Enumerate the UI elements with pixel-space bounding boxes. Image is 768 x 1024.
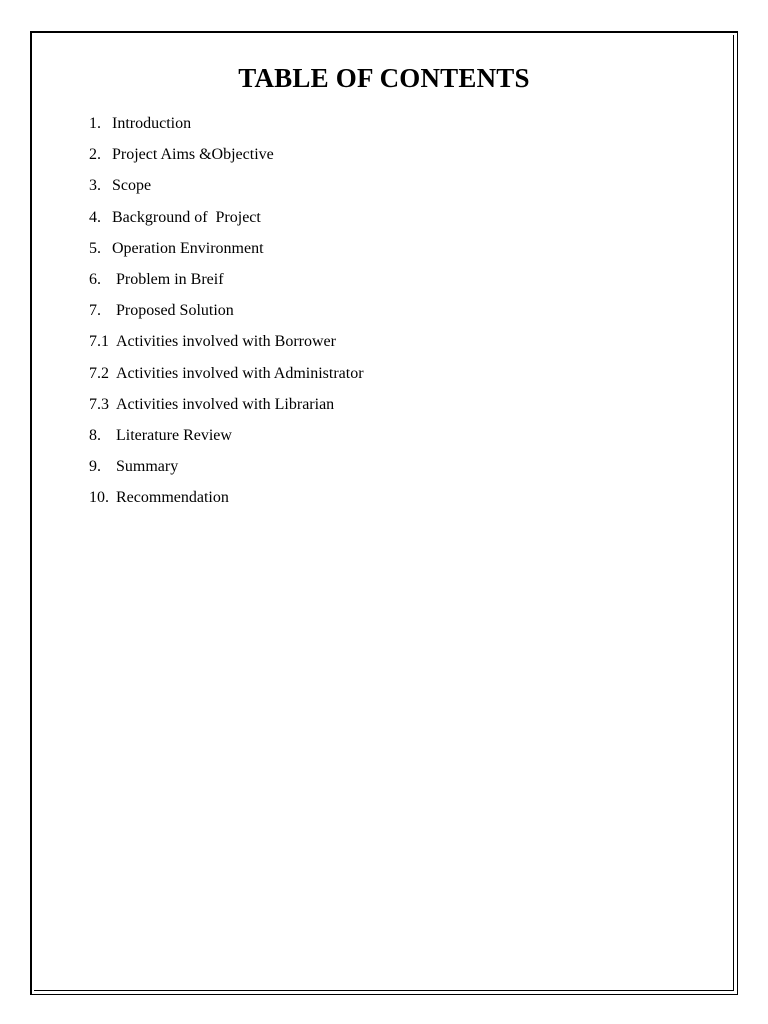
toc-item-label: Problem in Breif [116,270,224,288]
toc-item-label: Introduction [112,115,192,132]
toc-item-label: Background of Project [112,208,261,226]
toc-item-label: Operation Environment [112,239,264,257]
toc-item-problem-in-brief [89,268,364,299]
toc-item-label: Scope [112,177,152,195]
toc-item-background [89,206,364,237]
toc-item-literature-review [89,424,364,455]
toc-item-label: Summary [116,458,179,476]
toc-item-label: Activities involved with Borrower [116,333,336,351]
toc-item-activities-librarian [89,393,364,424]
toc-item-number: 1. [89,115,101,132]
toc-item-number: 8. [89,426,101,444]
toc-item-number: 7.2 [89,364,109,382]
toc-item-number: 2. [89,146,101,164]
toc-item-summary [89,455,364,486]
toc-item-number: 6. [89,270,101,288]
toc-item-label: Recommendation [116,489,229,507]
toc-item-introduction [89,112,364,143]
toc-item-label: Activities involved with Administrator [116,364,364,382]
toc-item-number: 7.1 [89,333,109,351]
toc-item-activities-borrower [89,330,364,361]
toc-item-recommendation [89,486,364,517]
toc-item-scope [89,174,364,205]
toc-list [89,112,364,517]
toc-item-aims-objective [89,143,364,174]
toc-item-label: Literature Review [116,426,232,444]
toc-item-number: 7.3 [89,395,109,413]
toc-item-number: 10. [89,489,109,507]
toc-item-number: 4. [89,208,101,226]
toc-item-number: 3. [89,177,101,195]
toc-item-number: 5. [89,239,101,257]
toc-item-number: 7. [89,302,101,320]
page-title: TABLE OF CONTENTS [238,63,530,93]
toc-item-number: 9. [89,458,101,476]
toc-item-label: Proposed Solution [116,302,234,320]
toc-item-activities-administrator [89,362,364,393]
toc-item-proposed-solution [89,299,364,330]
toc-item-label: Project Aims &Objective [112,146,274,164]
toc-item-operation-environment [89,237,364,268]
toc-item-label: Activities involved with Librarian [116,395,335,413]
